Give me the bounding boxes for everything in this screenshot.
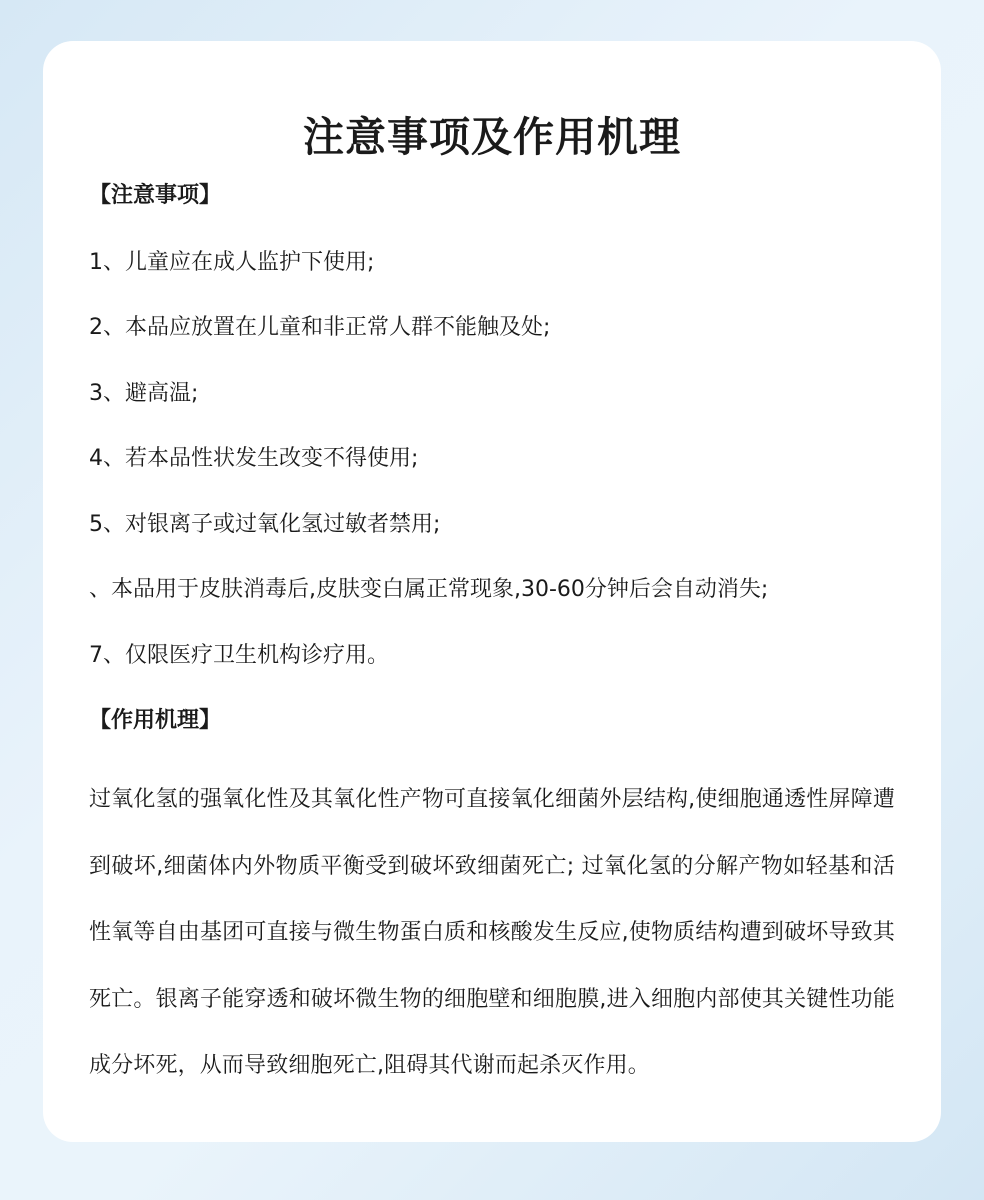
notice-item-4: 4、若本品性状发生改变不得使用; bbox=[89, 446, 419, 471]
notice-item-6: 、本品用于皮肤消毒后,皮肤变白属正常现象,30-60分钟后会自动消失; bbox=[89, 577, 769, 602]
notice-item-2: 2、本品应放置在儿童和非正常人群不能触及处; bbox=[89, 315, 551, 340]
content-card bbox=[43, 41, 941, 1142]
notice-heading: 【注意事项】 bbox=[89, 183, 222, 208]
notice-item-3: 3、避高温; bbox=[89, 381, 199, 406]
notice-item-7: 7、仅限医疗卫生机构诊疗用。 bbox=[89, 643, 389, 668]
notice-item-1: 1、儿童应在成人监护下使用; bbox=[89, 250, 375, 275]
notice-item-5: 5、对银离子或过氧化氢过敏者禁用; bbox=[89, 512, 441, 537]
page-title: 注意事项及作用机理 bbox=[303, 113, 681, 161]
mechanism-heading: 【作用机理】 bbox=[89, 708, 222, 733]
mechanism-paragraph: 过氧化氢的强氧化性及其氧化性产物可直接氧化细菌外层结构,使细胞通透性屏障遭到破坏,细菌体内外物质平衡受到破坏致细菌死亡; 过氧化氢的分解产物如轻基和活性氧等自由基团可直接与微生物蛋白质和核酸发生反应,使物质结构遭到破坏导致其死亡。银离子能穿透和破坏微生物的细胞壁和细胞膜,进入细胞内部使其关键性功能成分坏死，从而导致细胞死亡,阻碍其代谢而起杀灭作用。 bbox=[89, 787, 895, 1079]
